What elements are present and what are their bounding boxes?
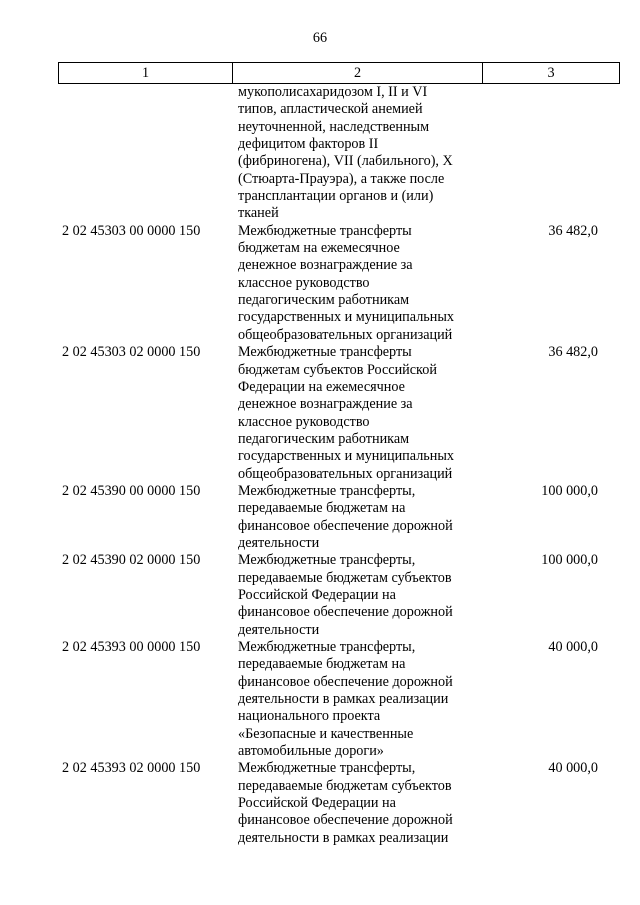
description [232, 552, 482, 639]
description-line: финансовое обеспечение дорожной [238, 812, 453, 829]
description-line: Российской Федерации на [238, 586, 396, 603]
description-line: Межбюджетные трансферты, [238, 482, 416, 499]
table-row [58, 483, 620, 552]
description [232, 483, 482, 552]
description-line: общеобразовательных организаций [238, 326, 453, 343]
description-line: деятельности [238, 621, 320, 638]
header-col-1: 1 [59, 63, 233, 83]
table-row [58, 552, 620, 639]
description-line: деятельности в рамках реализации [238, 691, 449, 708]
description-line: денежное вознаграждение за [238, 396, 413, 413]
page-number: 66 [312, 30, 328, 46]
description-line: мукополисахаридозом I, II и VI [238, 84, 428, 100]
amount: 40 000,0 [548, 760, 598, 777]
table-body [58, 84, 620, 847]
table-row [58, 223, 620, 344]
description [232, 223, 482, 344]
description-line: Межбюджетные трансферты, [238, 552, 416, 569]
table-header [58, 62, 620, 84]
budget-code: 2 02 45393 00 0000 150 [62, 639, 201, 655]
description-line: Российской Федерации на [238, 795, 396, 812]
budget-code: 2 02 45390 02 0000 150 [62, 552, 201, 569]
description-line: финансовое обеспечение дорожной [238, 673, 453, 690]
amount: 36 482,0 [548, 222, 598, 239]
amount: 36 482,0 [548, 344, 598, 361]
description-line: Межбюджетные трансферты, [238, 760, 416, 777]
description-line: денежное вознаграждение за [238, 257, 413, 274]
description-line: передаваемые бюджетам субъектов [238, 569, 452, 586]
budget-code: 2 02 45393 02 0000 150 [62, 760, 201, 777]
budget-code: 2 02 45390 00 0000 150 [62, 482, 201, 499]
description [232, 760, 482, 847]
description-line: деятельности в рамках реализации [238, 829, 449, 846]
description [232, 639, 482, 760]
description-line: финансовое обеспечение дорожной [238, 604, 453, 621]
description-line: классное руководство [238, 413, 370, 430]
description-line: классное руководство [238, 274, 370, 291]
description-line: «Безопасные и качественные [238, 725, 414, 742]
description-line: общеобразовательных организаций [238, 465, 453, 482]
amount: 40 000,0 [548, 639, 598, 655]
description-line: бюджетам на ежемесячное [238, 240, 400, 257]
amount: 100 000,0 [541, 552, 598, 569]
budget-code: 2 02 45303 00 0000 150 [62, 222, 201, 239]
header-col-3: 3 [547, 65, 555, 81]
description [232, 344, 482, 483]
description-line: педагогическим работникам [238, 430, 410, 447]
description-line: деятельности [238, 534, 320, 551]
description-line: национального проекта [238, 708, 381, 725]
table-row [58, 639, 620, 760]
description-line: Межбюджетные трансферты [238, 222, 412, 239]
description-line: автомобильные дороги» [238, 743, 384, 760]
table-row [58, 84, 620, 223]
description-line: (Стюарта-Прауэра), а также после [238, 170, 445, 187]
description-line: типов, апластической анемией [238, 101, 423, 118]
description-line: государственных и муниципальных [238, 448, 454, 465]
description-line: Федерации на ежемесячное [238, 378, 405, 395]
description-line: педагогическим работникам [238, 292, 410, 309]
table-row [58, 760, 620, 847]
description-line: передаваемые бюджетам субъектов [238, 777, 452, 794]
description-line: трансплантации органов и (или) [238, 188, 434, 205]
amount: 100 000,0 [541, 482, 598, 499]
description-line: передаваемые бюджетам на [238, 656, 406, 673]
description-line: дефицитом факторов II [238, 136, 379, 153]
table-row [58, 344, 620, 483]
description-line: тканей [238, 205, 279, 222]
budget-code [58, 84, 232, 223]
description-line: финансовое обеспечение дорожной [238, 517, 453, 534]
header-col-2: 2 [233, 63, 483, 83]
description-line: (фибриногена), VII (лабильного), X [238, 153, 453, 170]
amount [482, 84, 620, 223]
description-line: государственных и муниципальных [238, 309, 454, 326]
budget-code: 2 02 45303 02 0000 150 [62, 344, 201, 361]
description-line: неуточненной, наследственным [238, 118, 430, 135]
description [232, 84, 482, 223]
description-line: бюджетам субъектов Российской [238, 361, 437, 378]
description-line: передаваемые бюджетам на [238, 500, 406, 517]
description-line: Межбюджетные трансферты [238, 344, 412, 361]
description-line: Межбюджетные трансферты, [238, 639, 416, 655]
